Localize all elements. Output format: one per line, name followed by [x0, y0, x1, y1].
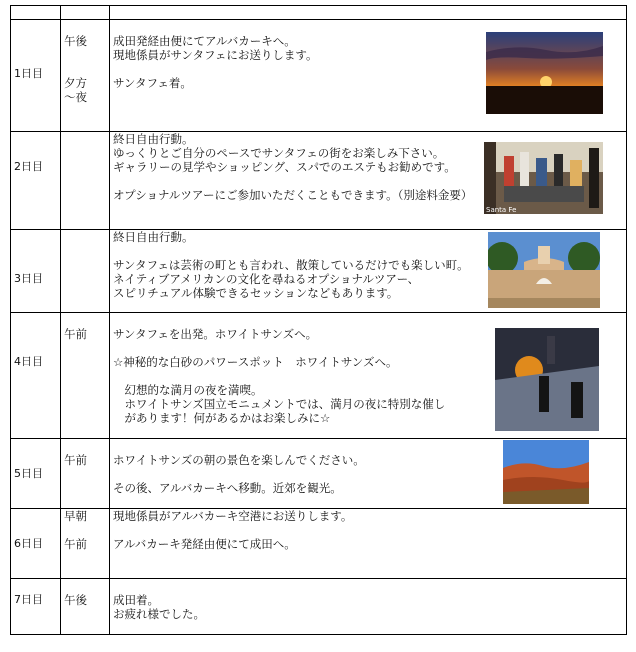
content-cell	[110, 20, 627, 132]
content-cell	[110, 509, 627, 579]
full-moon-dunes-photo	[495, 328, 599, 431]
description-line: オプショナルツアーにご参加いただくこともできます。（別途料金要）	[113, 188, 473, 202]
day-label: 4日目	[14, 355, 43, 368]
day-label: 1日目	[14, 67, 43, 80]
time-cell	[61, 439, 110, 509]
time-label: 午前	[64, 327, 87, 341]
description-block	[113, 230, 486, 300]
day-label-cell	[11, 313, 61, 439]
day-label: 7日目	[14, 593, 43, 606]
description-line: ギャラリーの見学やショッピング、スパでのエステもお勧めです。	[113, 160, 456, 174]
time-label: ～夜	[64, 90, 87, 104]
description-line: 成田発経由便にてアルバカーキへ。	[113, 34, 296, 48]
itinerary-row-day3	[11, 230, 627, 313]
description-block	[113, 327, 486, 425]
content-cell	[110, 313, 627, 439]
description-line: ホワイトサンズ国立モニュメントでは、満月の夜に特別な催し	[113, 397, 446, 411]
description-line: 現地係員がアルバカーキ空港にお送りします。	[113, 509, 353, 523]
header-time-cell	[61, 6, 110, 20]
description-line: 現地係員がサンタフェにお送りします。	[113, 48, 318, 62]
time-label: 午後	[64, 593, 87, 607]
day-label-cell	[11, 509, 61, 579]
day-label-cell	[11, 20, 61, 132]
description-line	[113, 62, 486, 76]
description-line: ホワイトサンズの朝の景色を楽しんでください。	[113, 453, 365, 467]
time-cell	[61, 313, 110, 439]
itinerary-row-day2	[11, 132, 627, 230]
time-cell	[61, 230, 110, 313]
itinerary-row-day1	[11, 20, 627, 132]
itinerary-row-day5	[11, 439, 627, 509]
time-label: 夕方	[64, 76, 87, 90]
time-label: 早朝	[64, 509, 87, 523]
description-line: スピリチュアル体験できるセッションなどもあります。	[113, 286, 399, 300]
time-cell	[61, 509, 110, 579]
content-cell	[110, 439, 627, 509]
sunset-photo	[486, 32, 603, 114]
description-line: その後、アルバカーキへ移動。近郊を観光。	[113, 481, 342, 495]
header-content-cell	[110, 6, 627, 20]
time-cell	[61, 132, 110, 230]
time-cell	[61, 20, 110, 132]
description-block	[113, 132, 486, 202]
photo-caption: Santa Fe	[486, 206, 517, 214]
description-line	[113, 244, 486, 258]
description-line: ゆっくりとご自分のペースでサンタフェの街をお楽しみ下さい。	[113, 146, 445, 160]
day-label: 2日目	[14, 160, 43, 173]
header-day-cell	[11, 6, 61, 20]
description-line	[113, 467, 486, 481]
day-label-cell	[11, 439, 61, 509]
itinerary-row-day6	[11, 509, 627, 579]
description-line: サンタフェを出発。ホワイトサンズへ。	[113, 327, 318, 341]
itinerary-row-day4	[11, 313, 627, 439]
day-label: 3日目	[14, 272, 43, 285]
description-line	[113, 174, 486, 188]
itinerary-row-day7	[11, 579, 627, 635]
description-block	[113, 453, 486, 495]
description-line: お疲れ様でした。	[113, 607, 205, 621]
day-label: 5日目	[14, 467, 43, 480]
content-cell	[110, 132, 627, 230]
description-line: ネイティブアメリカンの文化を尋ねるオプショナルツアー、	[113, 272, 420, 286]
description-line: ☆神秘的な白砂のパワースポット ホワイトサンズへ。	[113, 355, 398, 369]
description-line: 終日自由行動。	[113, 230, 194, 244]
description-line: アルバカーキ発経由便にて成田へ。	[113, 537, 296, 551]
day-label-cell	[11, 132, 61, 230]
description-line	[113, 523, 486, 537]
time-label: 午前	[64, 537, 87, 551]
time-label: 午前	[64, 453, 87, 467]
description-block	[113, 509, 486, 551]
day-label: 6日目	[14, 537, 43, 550]
content-cell	[110, 230, 627, 313]
red-cliff-photo	[503, 440, 589, 504]
description-line: 幻想的な満月の夜を満喫。	[113, 383, 263, 397]
day-label-cell	[11, 230, 61, 313]
description-line	[113, 369, 486, 383]
header-row	[11, 6, 627, 20]
description-line: 終日自由行動。	[113, 132, 194, 146]
description-line	[113, 341, 486, 355]
itinerary-table	[10, 5, 627, 635]
day-label-cell	[11, 579, 61, 635]
adobe-church-photo	[488, 232, 600, 308]
santa-fe-market-photo	[484, 142, 603, 214]
time-cell	[61, 579, 110, 635]
description-block	[113, 34, 486, 90]
description-line: サンタフェ着。	[113, 76, 192, 90]
content-cell	[110, 579, 627, 635]
description-line: があります！何があるかはお楽しみに☆	[113, 411, 331, 425]
description-line: 成田着。	[113, 593, 159, 607]
description-line: サンタフェは芸術の町とも言われ、散策しているだけでも楽しい町。	[113, 258, 469, 272]
description-block	[113, 593, 486, 621]
time-label: 午後	[64, 34, 87, 48]
